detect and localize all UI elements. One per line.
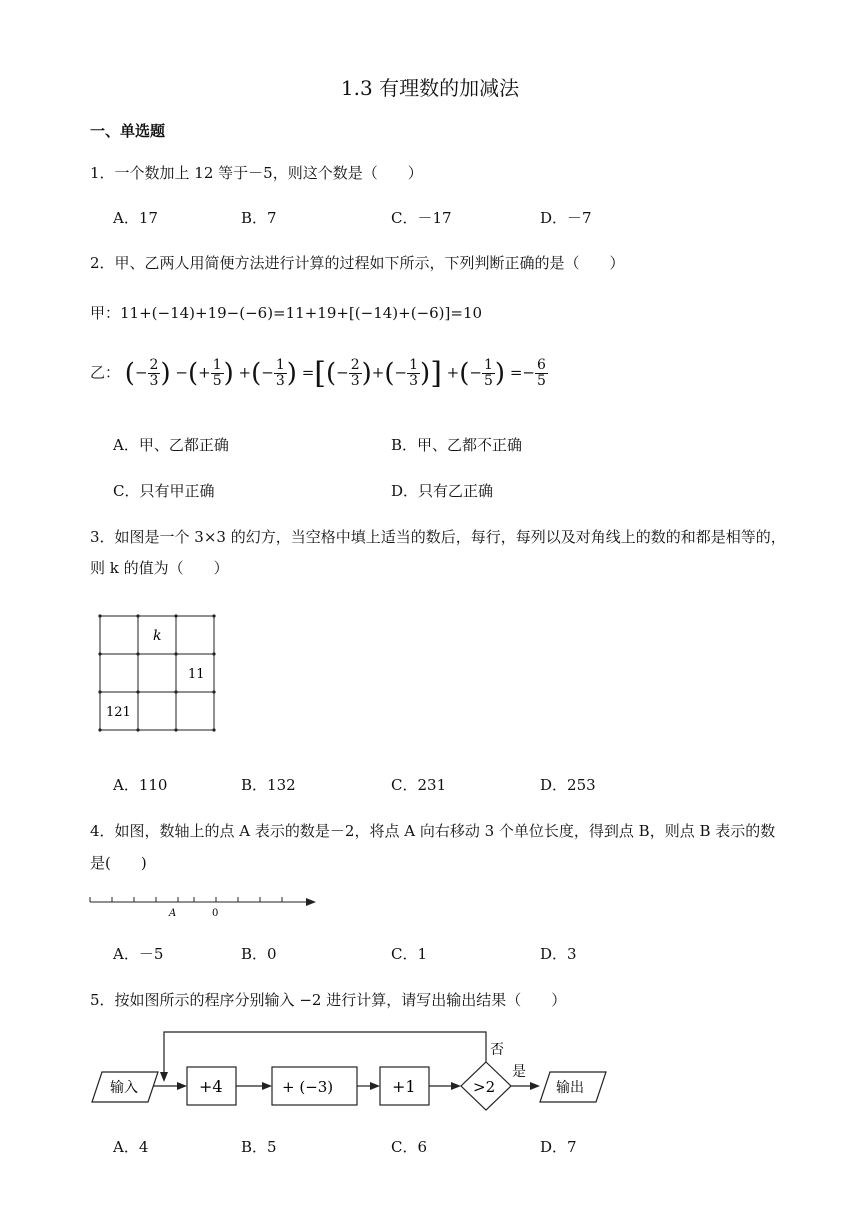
- q5-option-a[interactable]: A．4: [113, 1138, 149, 1156]
- magic-square-grid: [96, 612, 220, 736]
- q2-option-c[interactable]: C．只有甲正确: [113, 482, 215, 500]
- page-title: 1.3 有理数的加减法: [340, 76, 520, 100]
- grid-value-11: 11: [188, 667, 205, 682]
- q4-option-d[interactable]: D．3: [540, 945, 577, 963]
- question-3-stem-line1: 3．如图是一个 3×3 的幻方，当空格中填上适当的数后，每行，每列以及对角线上的数的和都是相等的，: [90, 528, 786, 546]
- q3-option-c[interactable]: C．231: [391, 776, 447, 794]
- grid-k-label: k: [153, 628, 162, 644]
- q4-option-a[interactable]: A．－5: [113, 945, 164, 963]
- grid-value-121: 121: [106, 705, 131, 720]
- zero-label: 0: [212, 908, 219, 919]
- q2-jia-calculation: 甲：11+(−14)+19−(−6)=11+19+[(−14)+(−6)]=10: [90, 304, 483, 322]
- flow-step-plus4: +4: [199, 1077, 223, 1096]
- program-flowchart: [86, 1024, 616, 1114]
- question-4-stem-line1: 4．如图，数轴上的点 A 表示的数是－2，将点 A 向右移动 3 个单位长度，得到点 B，则点 B 表示的数: [90, 822, 776, 840]
- q4-option-c[interactable]: C．1: [391, 945, 428, 963]
- section-heading: 一、单选题: [90, 122, 166, 140]
- flow-condition: >2: [473, 1078, 496, 1096]
- q1-option-b[interactable]: B．7: [241, 209, 277, 227]
- q1-option-a[interactable]: A．17: [113, 209, 158, 227]
- q5-option-d[interactable]: D．7: [540, 1138, 577, 1156]
- q5-option-b[interactable]: B．5: [241, 1138, 277, 1156]
- q2-yi-calculation: 乙： (− $\frac{2}{3}$ ) −(+ $\frac{1}{5}$ ) +(− $\frac{1}{3}$ ) =[(− $\frac{2}{3}$ )+(− $\frac{1}{3}$ )] +(− $\frac{1}{5}$ ) =− $\frac{6}{5}$: [90, 356, 546, 391]
- question-5-stem: 5．按如图所示的程序分别输入 −2 进行计算，请写出输出结果（ ）: [90, 991, 567, 1009]
- q5-option-c[interactable]: C．6: [391, 1138, 428, 1156]
- q2-option-d[interactable]: D．只有乙正确: [391, 482, 494, 500]
- flow-step-minus3: + (−3): [282, 1078, 334, 1096]
- q3-option-b[interactable]: B．132: [241, 776, 296, 794]
- question-1-stem: 1．一个数加上 12 等于－5，则这个数是（ ）: [90, 164, 423, 182]
- question-4-stem-line2: 是( ): [90, 854, 147, 872]
- q2-option-b[interactable]: B．甲、乙都不正确: [391, 436, 523, 454]
- q1-option-d[interactable]: D．－7: [540, 209, 592, 227]
- point-a-label: A: [169, 908, 177, 919]
- q3-option-d[interactable]: D．253: [540, 776, 596, 794]
- flow-input-label: 输入: [110, 1080, 138, 1096]
- q4-option-b[interactable]: B．0: [241, 945, 277, 963]
- question-3-stem-line2: 则 k 的值为（ ）: [90, 559, 229, 577]
- question-2-stem: 2．甲、乙两人用简便方法进行计算的过程如下所示，下列判断正确的是（ ）: [90, 254, 625, 272]
- number-line: [86, 888, 322, 922]
- flow-no-label: 否: [490, 1042, 504, 1058]
- q3-option-a[interactable]: A．110: [113, 776, 168, 794]
- flow-step-plus1: +1: [392, 1077, 416, 1096]
- q2-yi-label: 乙：: [90, 363, 121, 382]
- flow-output-label: 输出: [556, 1080, 584, 1096]
- q1-option-c[interactable]: C．－17: [391, 209, 452, 227]
- q2-option-a[interactable]: A．甲、乙都正确: [113, 436, 229, 454]
- flow-yes-label: 是: [512, 1064, 526, 1080]
